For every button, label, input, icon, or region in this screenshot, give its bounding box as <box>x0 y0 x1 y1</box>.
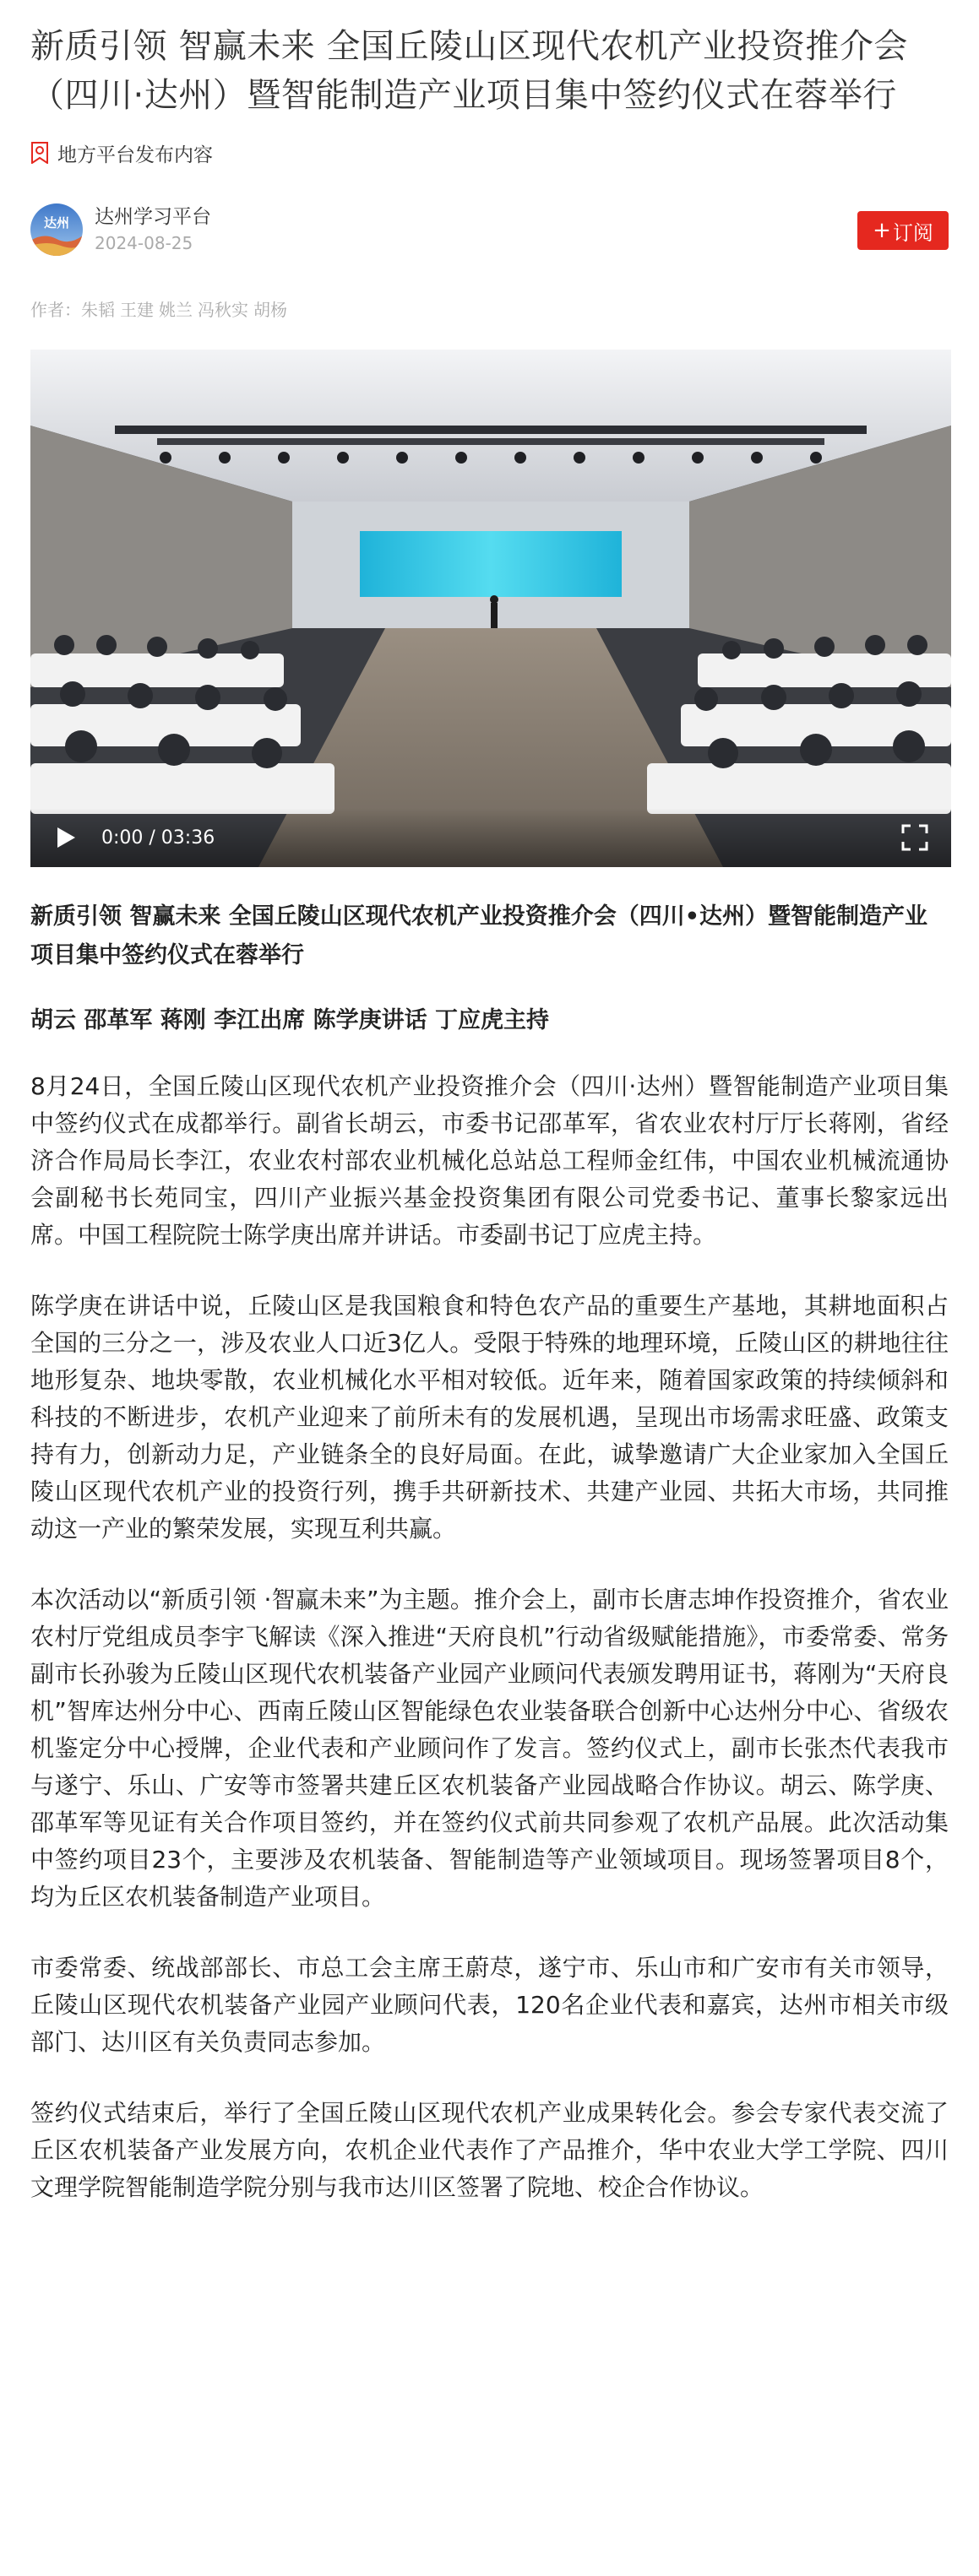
video-thumbnail <box>30 350 951 867</box>
author-name: 胡杨 <box>253 300 287 320</box>
article-paragraph: 签约仪式结束后，举行了全国丘陵山区现代农机产业成果转化会。参会专家代表交流了丘区农机装备产业发展方向，农机企业代表作了产品推介，华中农业大学工学院、四川文理学院智能制造学院分别与我市达川区签署了院地、校企合作协议。 <box>30 2099 949 2201</box>
publisher-name[interactable]: 达州学习平台 <box>95 206 211 228</box>
article-paragraph: 本次活动以“新质引领 ·智赢未来”为主题。推介会上，副市长唐志坤作投资推介，省农业农村厅党组成员李宇飞解读《深入推进“天府良机”行动省级赋能措施》，市委常委、常务副市长孙骏为丘陵山区现代农机装备产业园产业顾问代表颁发聘用证书，蒋刚为“天府良机”智库达州分中心、西南丘陵山区智能绿色农业装备联合创新中心达州分中心、省级农机鉴定分中心授牌，企业代表和产业顾问作了发言。签约仪式上，副市长张杰代表我市与遂宁、乐山、广安等市签署共建丘区农机装备产业园战略合作协议。胡云、陈学庚、邵革军等见证有关合作项目签约，并在签约仪式前共同参观了农机产品展。此次活动集中签约项目23个，主要涉及农机装备、智能制造等产业领域项目。现场签署项目8个，均为丘区农机装备制造产业项目。 <box>30 1586 949 1911</box>
source-tag-label: 地方平台发布内容 <box>57 144 213 166</box>
article-lead-title: 新质引领 智赢未来 全国丘陵山区现代农机产业投资推介会（四川•达州）暨智能制造产业项目集中签约仪式在蓉举行 <box>30 903 928 968</box>
subscribe-label: 订阅 <box>892 220 933 245</box>
publish-date: 2024-08-25 <box>95 233 193 253</box>
article-body <box>30 898 949 2206</box>
source-tag <box>30 140 949 165</box>
author-name: 朱韬 <box>81 300 115 320</box>
author-name: 姚兰 <box>159 300 193 320</box>
publisher-info <box>95 204 211 255</box>
authors-label: 作者： <box>30 300 81 320</box>
authors-line <box>30 299 949 321</box>
article-headline: 胡云 邵革军 蒋刚 李江出席 陈学庚讲话 丁应虎主持 <box>30 1007 549 1033</box>
plus-icon: + <box>873 218 891 243</box>
fullscreen-icon[interactable] <box>900 823 929 852</box>
author-name: 王建 <box>120 300 154 320</box>
video-controls <box>30 808 951 867</box>
svg-text:达州: 达州 <box>43 215 70 230</box>
author-name: 冯秋实 <box>198 300 248 320</box>
publisher-logo-icon <box>30 203 83 256</box>
subscribe-button[interactable] <box>857 211 949 250</box>
play-icon[interactable] <box>54 825 78 850</box>
article-paragraph: 市委常委、统战部部长、市总工会主席王蔚荩，遂宁市、乐山市和广安市有关市领导，丘陵山区现代农机装备产业园产业顾问代表，120名企业代表和嘉宾，达州市相关市级部门、达川区有关负责同志参加。 <box>30 1954 949 2056</box>
article-paragraph: 陈学庚在讲话中说，丘陵山区是我国粮食和特色农产品的重要生产基地，其耕地面积占全国的三分之一，涉及农业人口近3亿人。受限于特殊的地理环境，丘陵山区的耕地往往地形复杂、地块零散，农业机械化水平相对较低。近年来，随着国家政策的持续倾斜和科技的不断进步，农机产业迎来了前所未有的发展机遇，呈现出市场需求旺盛、政策支持有力，创新动力足，产业链条全的良好局面。在此，诚挚邀请广大企业家加入全国丘陵山区现代农机产业的投资行列，携手共研新技术、共建产业园、共拓大市场，共同推动这一产业的繁荣发展，实现互利共赢。 <box>30 1292 949 1543</box>
avatar[interactable] <box>30 203 83 256</box>
publisher-row <box>30 203 949 257</box>
video-time: 0:00 / 03:36 <box>101 827 215 849</box>
video-player[interactable] <box>30 350 951 867</box>
bookmark-badge-icon <box>30 142 49 164</box>
article-title: 新质引领 智赢未来 全国丘陵山区现代农机产业投资推介会（四川·达州）暨智能制造产业项目集中签约仪式在蓉举行 <box>30 27 908 115</box>
article-paragraph: 8月24日，全国丘陵山区现代农机产业投资推介会（四川·达州）暨智能制造产业项目集中签约仪式在成都举行。副省长胡云，市委书记邵革军，省农业农村厅厅长蒋刚，省经济合作局局长李江，农业农村部农业机械化总站总工程师金红伟，中国农业机械流通协会副秘书长苑同宝，四川产业振兴基金投资集团有限公司党委书记、董事长黎家远出席。中国工程院院士陈学庚出席并讲话。市委副书记丁应虎主持。 <box>30 1072 949 1249</box>
